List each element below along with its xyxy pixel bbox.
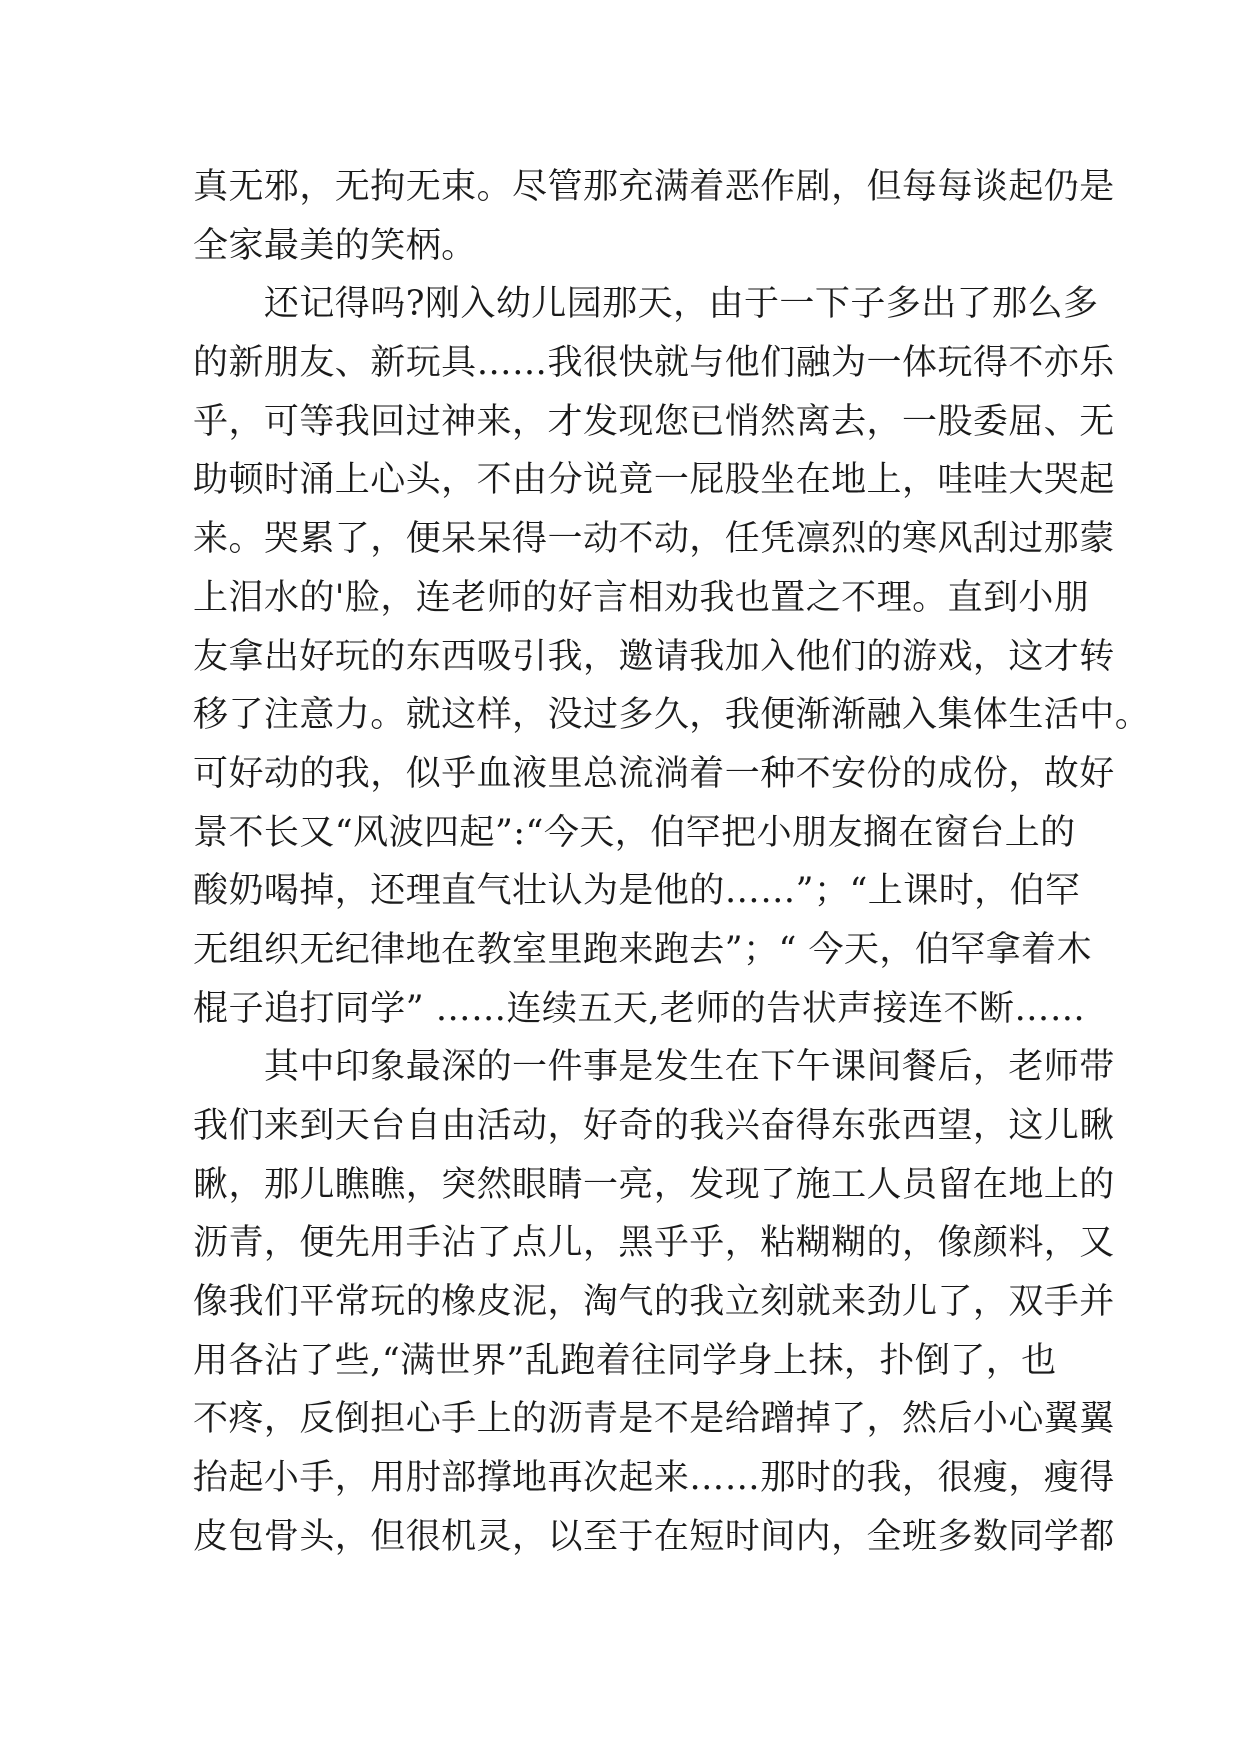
text-line: 用各沾了些,“满世界”乱跑着往同学身上抹，扑倒了，也	[193, 1340, 1057, 1381]
text-line: 真无邪，无拘无束。尽管那充满着恶作剧，但每每谈起仍是	[193, 167, 1115, 207]
text-line: 移了注意力。就这样，没过多久，我便渐渐融入集体生活中。	[193, 695, 1151, 736]
text-line: 全家最美的笑柄。	[193, 225, 477, 266]
text-line: 酸奶喝掉，还理直气壮认为是他的……”；“上课时，伯罕	[193, 871, 1081, 912]
text-line: 皮包骨头，但很机灵，以至于在短时间内，全班多数同学都	[193, 1516, 1115, 1557]
text-line: 上泪水的'脸，连老师的好言相劝我也置之不理。直到小朋	[193, 577, 1090, 618]
text-line: 还记得吗?刚入幼儿园那天，由于一下子多出了那么多	[193, 284, 1099, 325]
text-line: 瞅，那儿瞧瞧，突然眼睛一亮，发现了施工人员留在地上的	[193, 1164, 1115, 1205]
text-line: 其中印象最深的一件事是发生在下午课间餐后，老师带	[193, 1047, 1115, 1088]
text-line: 景不长又“风波四起”:“今天，伯罕把小朋友搁在窗台上的	[193, 812, 1076, 853]
essay-body	[193, 158, 1151, 1567]
text-line: 不疼，反倒担心手上的沥青是不是给蹭掉了，然后小心翼翼	[193, 1399, 1115, 1440]
text-line: 沥青，便先用手沾了点儿，黑乎乎，粘糊糊的，像颜料，又	[193, 1223, 1115, 1264]
text-line: 可好动的我，似乎血液里总流淌着一种不安份的成份，故好	[193, 753, 1115, 794]
text-line: 我们来到天台自由活动，好奇的我兴奋得东张西望，这儿瞅	[193, 1106, 1115, 1146]
text-line: 抬起小手，用肘部撑地再次起来……那时的我，很瘦，瘦得	[193, 1458, 1115, 1499]
text-line: 乎，可等我回过神来，才发现您已悄然离去，一股委屈、无	[193, 401, 1115, 442]
text-line: 友拿出好玩的东西吸引我，邀请我加入他们的游戏，这才转	[193, 636, 1115, 677]
text-line: 无组织无纪律地在教室里跑来跑去”；“ 今天，伯罕拿着木	[193, 929, 1093, 970]
text-line: 助顿时涌上心头，不由分说竟一屁股坐在地上，哇哇大哭起	[193, 460, 1115, 501]
text-line: 像我们平常玩的橡皮泥，淘气的我立刻就来劲儿了，双手并	[193, 1282, 1115, 1323]
text-line: 的新朋友、新玩具……我很快就与他们融为一体玩得不亦乐	[193, 343, 1115, 384]
text-line: 来。哭累了，便呆呆得一动不动，任凭凛烈的寒风刮过那蒙	[193, 519, 1115, 560]
text-line: 棍子追打同学” ……连续五天,老师的告状声接连不断……	[193, 988, 1086, 1029]
